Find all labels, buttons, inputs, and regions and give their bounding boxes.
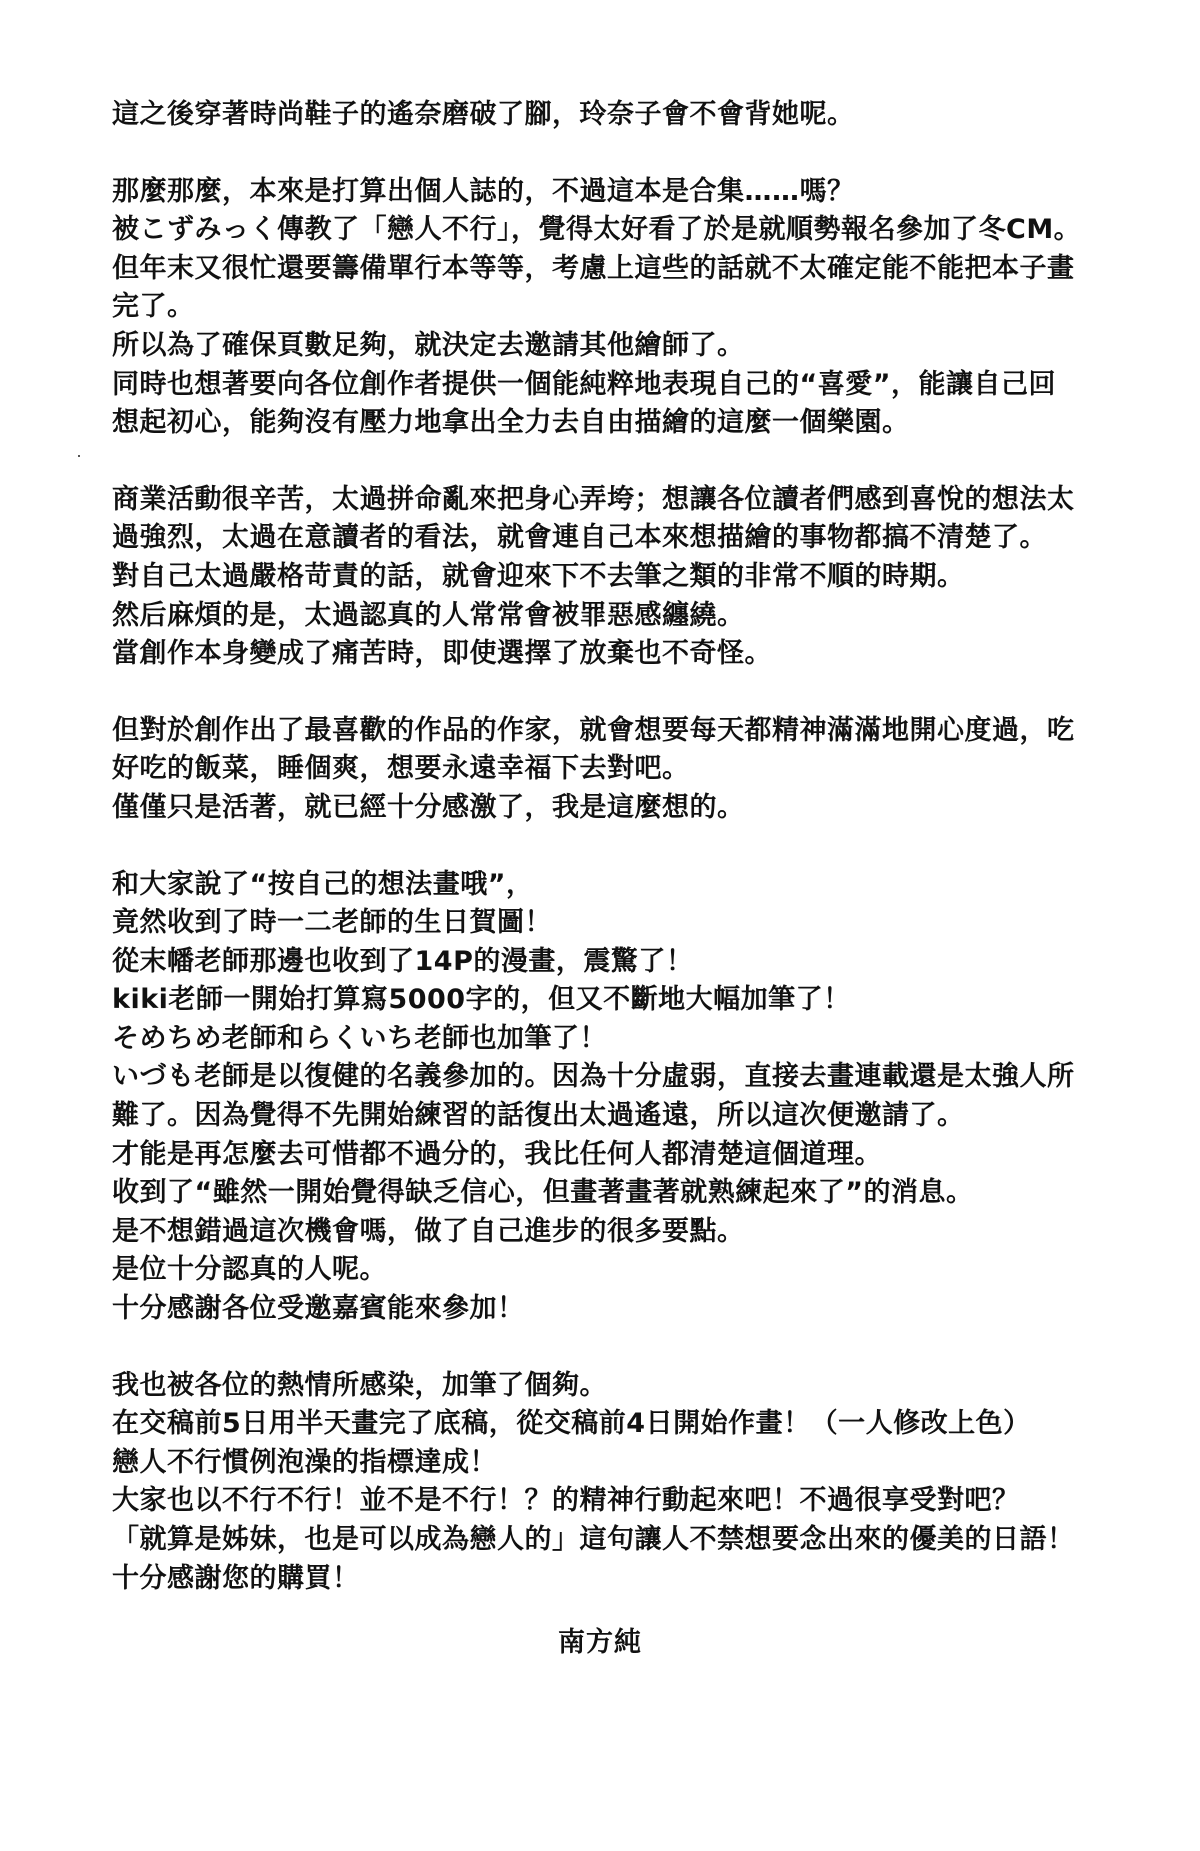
text-line: 是不想錯過這次機會嗎，做了自己進步的很多要點。: [112, 1215, 745, 1247]
paragraph-2: [112, 173, 1152, 443]
afterword-text: [112, 96, 1152, 1636]
author-signature: 南方純: [558, 1627, 642, 1658]
text-line: 戀人不行慣例泡澡的指標達成！: [112, 1446, 497, 1478]
paragraph-1: [112, 96, 1152, 135]
text-line: いづも老師是以復健的名義參加的。因為十分虛弱，直接去畫連載還是太強人所: [112, 1061, 1075, 1093]
text-line: 在交稿前5日用半天畫完了底稿，從交稿前4日開始作畫！（一人修改上色）: [112, 1408, 1031, 1440]
scan-speck: [78, 455, 80, 457]
paragraph-4: [112, 712, 1152, 828]
paragraph-6: [112, 1367, 1152, 1599]
text-line: 好吃的飯菜，睡個爽，想要永遠幸福下去對吧。: [112, 753, 690, 785]
text-line: 那麼那麼，本來是打算出個人誌的，不過這本是合集……嗎？: [112, 175, 855, 207]
text-line: 完了。: [112, 291, 195, 323]
text-line: 從末幡老師那邊也收到了14P的漫畫，震驚了！: [112, 945, 694, 977]
text-line: 大家也以不行不行！並不是不行！？的精神行動起來吧！不過很享受對吧？: [112, 1485, 1020, 1517]
text-line: 過強烈，太過在意讀者的看法，就會連自己本來想描繪的事物都搞不清楚了。: [112, 522, 1047, 554]
text-line: 我也被各位的熱情所感染，加筆了個夠。: [112, 1369, 607, 1401]
text-line: 所以為了確保頁數足夠，就決定去邀請其他繪師了。: [112, 329, 745, 361]
text-line: 當創作本身變成了痛苦時，即使選擇了放棄也不奇怪。: [112, 638, 772, 670]
text-line: 但年末又很忙還要籌備單行本等等，考慮上這些的話就不太確定能不能把本子畫: [112, 252, 1075, 284]
text-line: 十分感謝您的購買！: [112, 1562, 360, 1594]
paragraph-5: [112, 866, 1152, 1329]
text-line: 但對於創作出了最喜歡的作品的作家，就會想要每天都精神滿滿地開心度過，吃: [112, 714, 1075, 746]
text-line: 竟然收到了時一二老師的生日賀圖！: [112, 907, 552, 939]
text-line: 商業活動很辛苦，太過拼命亂來把身心弄垮；想讓各位讀者們感到喜悅的想法太: [112, 483, 1075, 515]
text-line: 十分感謝各位受邀嘉賓能來參加！: [112, 1293, 525, 1325]
text-line: kiki老師一開始打算寫5000字的，但又不斷地大幅加筆了！: [112, 984, 851, 1016]
text-line: 是位十分認真的人呢。: [112, 1254, 387, 1286]
text-line: 被こずみっく傳教了「戀人不行」，覺得太好看了於是就順勢報名參加了冬CM。: [112, 214, 1082, 246]
text-line: 收到了“雖然一開始覺得缺乏信心，但畫著畫著就熟練起來了”的消息。: [112, 1177, 974, 1209]
text-line: 和大家說了“按自己的想法畫哦”，: [112, 868, 534, 900]
paragraph-3: [112, 481, 1152, 674]
text-line: 僅僅只是活著，就已經十分感激了，我是這麼想的。: [112, 791, 745, 823]
text-line: 想起初心，能夠沒有壓力地拿出全力去自由描繪的這麼一個樂園。: [112, 407, 910, 439]
text-line: 同時也想著要向各位創作者提供一個能純粹地表現自己的“喜愛”，能讓自己回: [112, 368, 1056, 400]
text-line: 對自己太過嚴格苛責的話，就會迎來下不去筆之類的非常不順的時期。: [112, 560, 965, 592]
text-line: 「就算是姊妹，也是可以成為戀人的」這句讓人不禁想要念出來的優美的日語！: [112, 1524, 1075, 1555]
text-line: そめちめ老師和らくいち老師也加筆了！: [112, 1022, 607, 1054]
text-line: 難了。因為覺得不先開始練習的話復出太過遙遠，所以這次便邀請了。: [112, 1100, 965, 1132]
text-line: 才能是再怎麼去可惜都不過分的，我比任何人都清楚這個道理。: [112, 1138, 882, 1170]
text-line: 然后麻煩的是，太過認真的人常常會被罪惡感纏繞。: [112, 599, 745, 631]
text-line: 這之後穿著時尚鞋子的遙奈磨破了腳，玲奈子會不會背她呢。: [112, 99, 855, 130]
